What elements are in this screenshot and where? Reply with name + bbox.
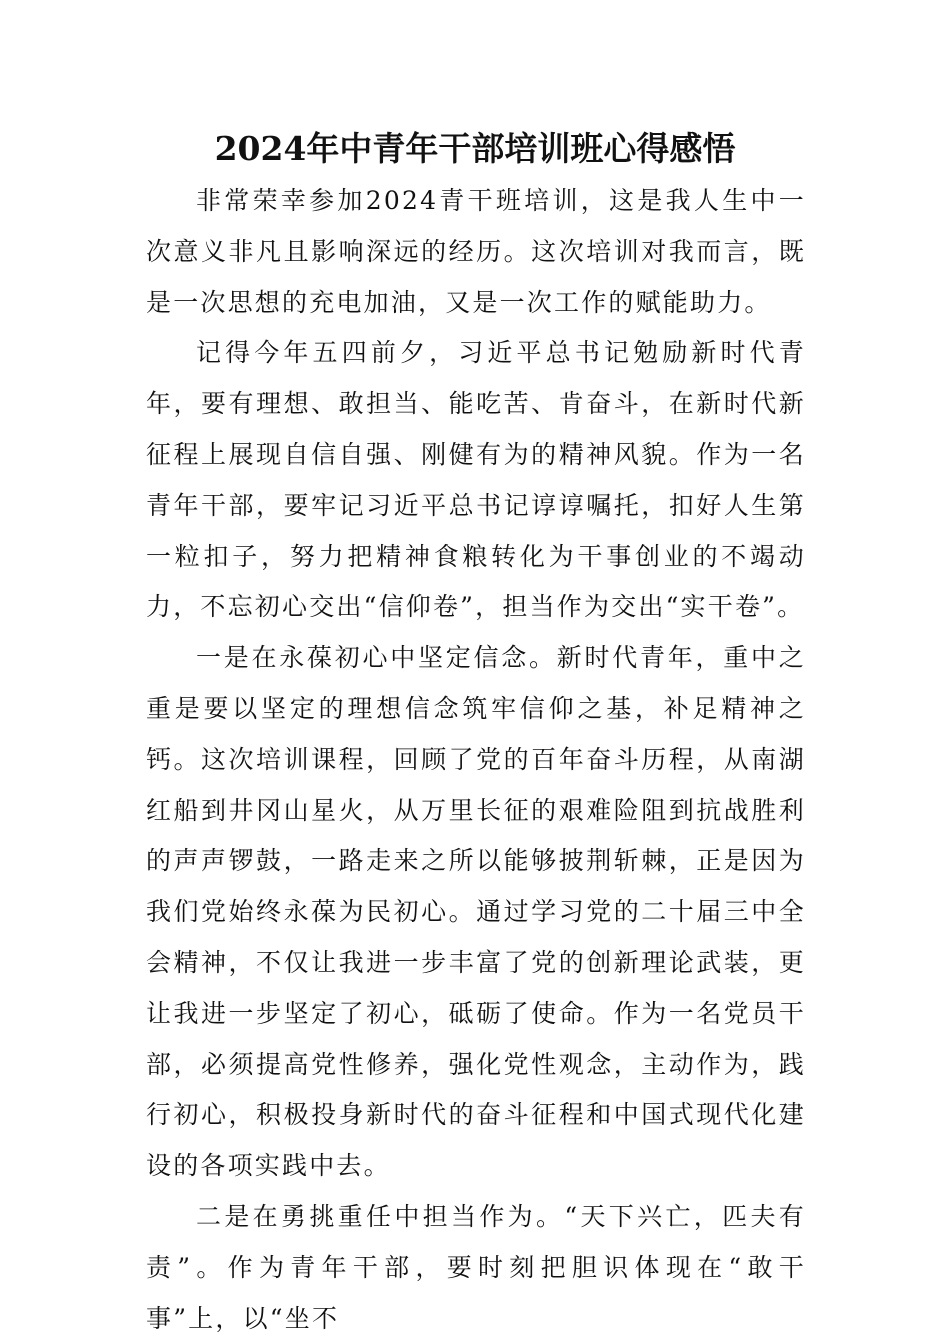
paragraph-intro: 非常荣幸参加2024青干班培训，这是我人生中一次意义非凡且影响深远的经历。这次培训对我而言，既是一次思想的充电加油，又是一次工作的赋能助力。 bbox=[146, 186, 806, 317]
paragraph-youth-encouragement: 记得今年五四前夕，习近平总书记勉励新时代青年，要有理想、敢担当、能吃苦、肯奋斗，在新时代新征程上展现自信自强、刚健有为的精神风貌。作为一名青年干部，要牢记习近平总书记谆谆嘱托，扣好人生第一粒扣子，努力把精神食粮转化为干事创业的不竭动力，不忘初心交出“信仰卷”，担当作为交出“实干卷”。 bbox=[146, 338, 806, 622]
paragraph-point-one: 一是在永葆初心中坚定信念。新时代青年，重中之重是要以坚定的理想信念筑牢信仰之基，补足精神之钙。这次培训课程，回顾了党的百年奋斗历程，从南湖红船到井冈山星火，从万里长征的艰难险阻到抗战胜利的声声锣鼓，一路走来之所以能够披荆斩棘，正是因为我们党始终永葆为民初心。通过学习党的二十届三中全会精神，不仅让我进一步丰富了党的创新理论武装，更让我进一步坚定了初心，砥砺了使命。作为一名党员干部，必须提高党性修养，强化党性观念，主动作为，践行初心，积极投身新时代的奋斗征程和中国式现代化建设的各项实践中去。 bbox=[146, 643, 806, 1181]
paragraph-point-two: 二是在勇挑重任中担当作为。“天下兴亡，匹夫有责”。作为青年干部，要时刻把胆识体现在“敢干事”上，以“坐不 bbox=[146, 1201, 806, 1333]
document-body bbox=[146, 176, 806, 1344]
document-title: 2024年中青年干部培训班心得感悟 bbox=[214, 129, 736, 168]
